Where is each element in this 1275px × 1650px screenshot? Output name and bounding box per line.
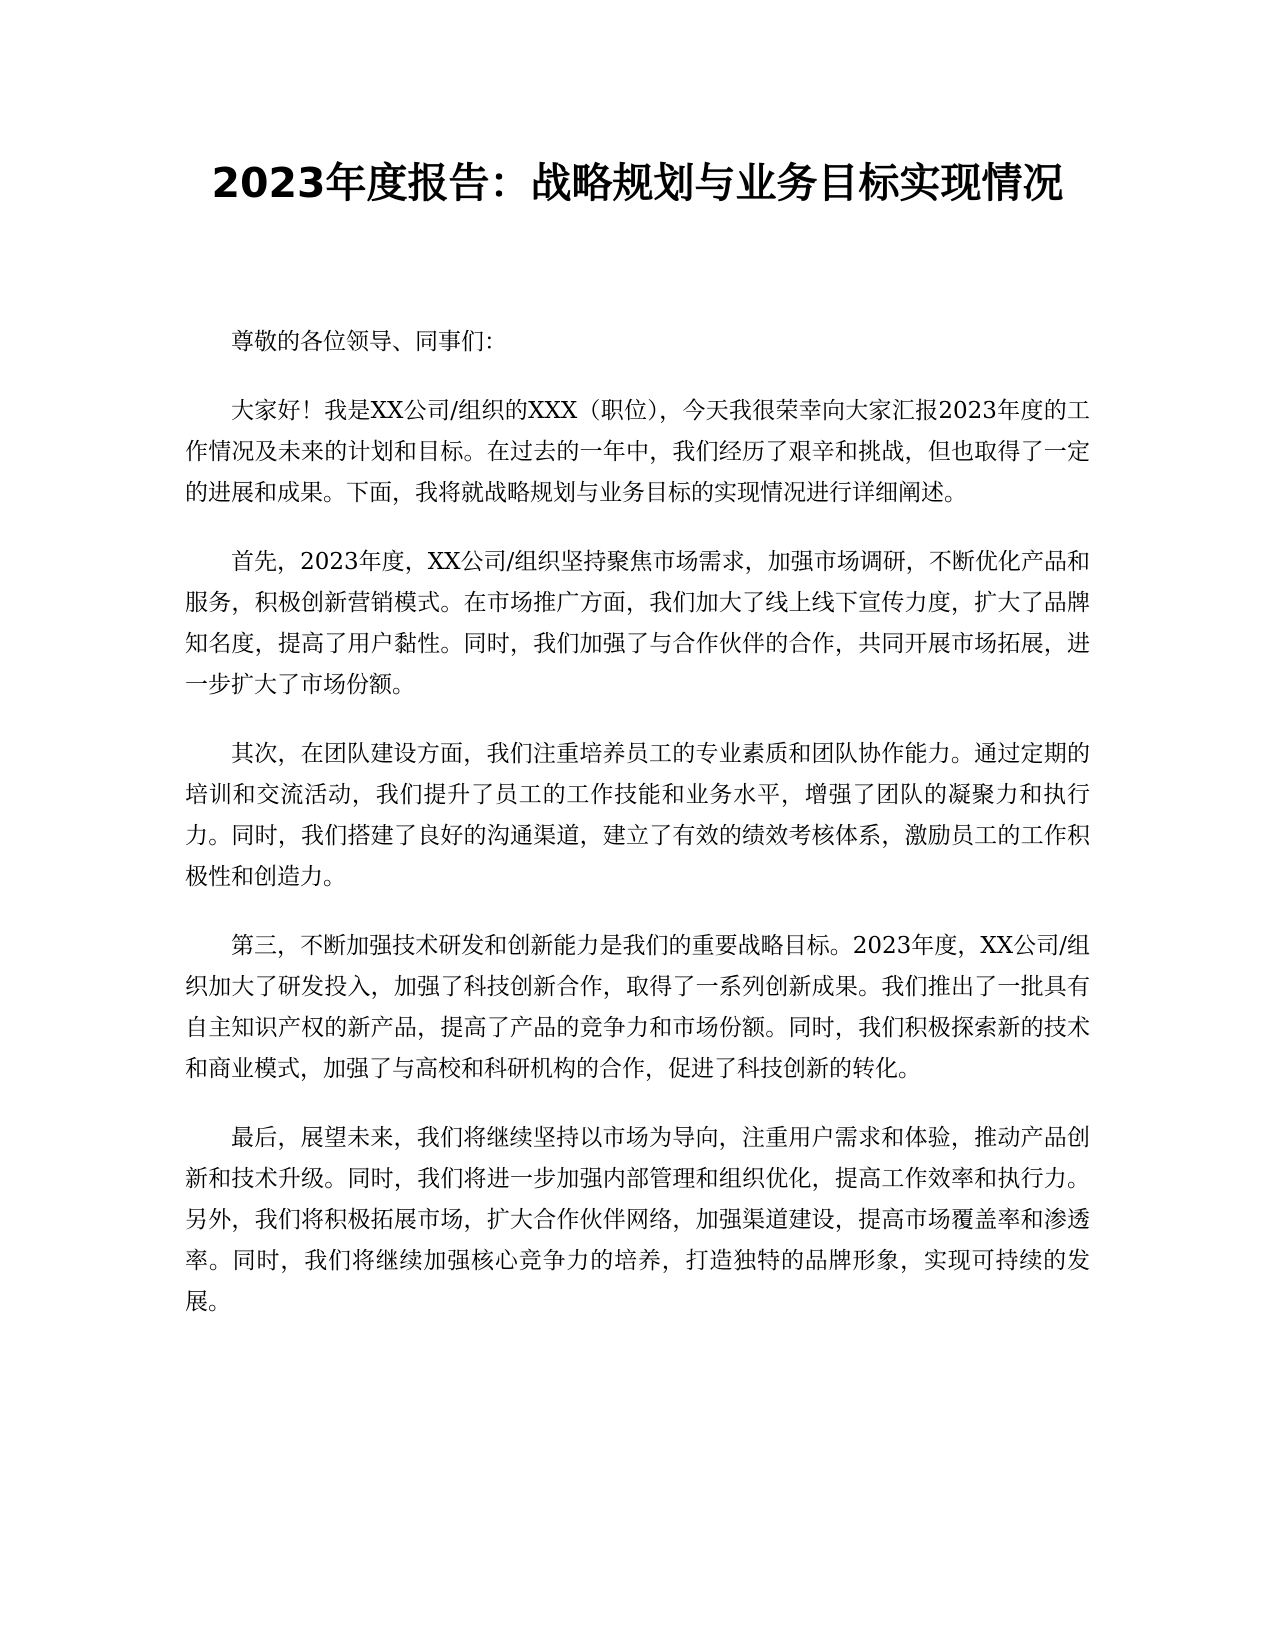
paragraph-market: 首先，2023年度，XX公司/组织坚持聚焦市场需求，加强市场调研，不断优化产品和服务，积极创新营销模式。在市场推广方面，我们加大了线上线下宣传力度，扩大了品牌知名度，提高了用户黏性。同时，我们加强了与合作伙伴的合作，共同开展市场拓展，进一步扩大了市场份额。 bbox=[185, 549, 1090, 698]
document-body bbox=[185, 322, 1090, 1351]
paragraph-introduction: 大家好！我是XX公司/组织的XXX（职位），今天我很荣幸向大家汇报2023年度的工作情况及未来的计划和目标。在过去的一年中，我们经历了艰辛和挑战，但也取得了一定的进展和成果。下面，我将就战略规划与业务目标的实现情况进行详细阐述。 bbox=[185, 398, 1090, 506]
paragraph-outlook: 最后，展望未来，我们将继续坚持以市场为导向，注重用户需求和体验，推动产品创新和技术升级。同时，我们将进一步加强内部管理和组织优化，提高工作效率和执行力。另外，我们将积极拓展市场，扩大合作伙伴网络，加强渠道建设，提高市场覆盖率和渗透率。同时，我们将继续加强核心竞争力的培养，打造独特的品牌形象，实现可持续的发展。 bbox=[185, 1125, 1090, 1315]
paragraph-technology: 第三，不断加强技术研发和创新能力是我们的重要战略目标。2023年度，XX公司/组织加大了研发投入，加强了科技创新合作，取得了一系列创新成果。我们推出了一批具有自主知识产权的新产品，提高了产品的竞争力和市场份额。同时，我们积极探索新的技术和商业模式，加强了与高校和科研机构的合作，促进了科技创新的转化。 bbox=[185, 933, 1090, 1082]
page-title: 2023年度报告：战略规划与业务目标实现情况 bbox=[211, 159, 1064, 207]
paragraph-team: 其次，在团队建设方面，我们注重培养员工的专业素质和团队协作能力。通过定期的培训和交流活动，我们提升了员工的工作技能和业务水平，增强了团队的凝聚力和执行力。同时，我们搭建了良好的沟通渠道，建立了有效的绩效考核体系，激励员工的工作积极性和创造力。 bbox=[185, 741, 1090, 890]
greeting-paragraph: 尊敬的各位领导、同事们： bbox=[231, 329, 507, 355]
